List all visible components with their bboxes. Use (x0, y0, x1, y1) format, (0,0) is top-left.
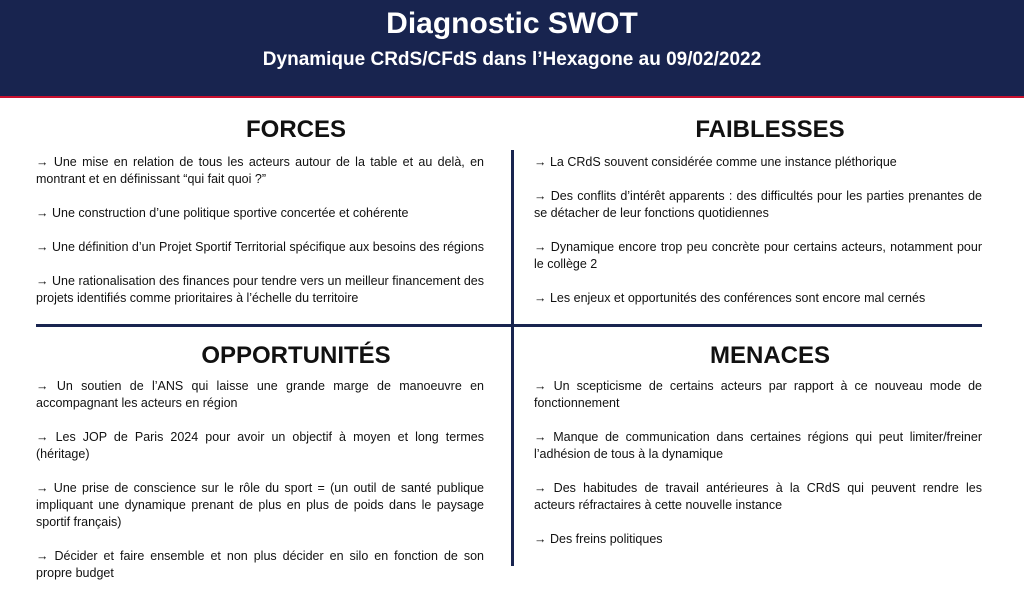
menaces-item: → Un scepticisme de certains acteurs par rapport à ce nouveau mode de fonctionnement (534, 378, 982, 412)
menaces-title: MENACES (709, 342, 830, 369)
faiblesses-item: → Dynamique encore trop peu concrète pour certains acteurs, notamment pour le collège 2 (534, 239, 982, 273)
forces-title: FORCES (245, 116, 346, 143)
forces-item: → Une mise en relation de tous les acteurs autour de la table et au delà, en montrant et en définissant “qui fait quoi ?” (36, 154, 484, 188)
header-accent-line (0, 96, 1024, 98)
menaces-item: → Des habitudes de travail antérieures à la CRdS qui peuvent rendre les acteurs réfractaires à cette nouvelle instance (534, 480, 982, 514)
forces-item: → Une rationalisation des finances pour tendre vers un meilleur financement des projets identifiés comme prioritaires à l’échelle du territoire (36, 273, 484, 307)
forces-item: → Une construction d’une politique sportive concertée et cohérente (36, 205, 484, 222)
menaces-list (534, 378, 982, 565)
faiblesses-title: FAIBLESSES (695, 116, 845, 143)
opportunites-item: → Les JOP de Paris 2024 pour avoir un objectif à moyen et long termes (héritage) (36, 429, 484, 463)
opportunites-list (36, 378, 484, 599)
horizontal-divider (36, 324, 982, 327)
faiblesses-item: → Les enjeux et opportunités des conférences sont encore mal cernés (534, 290, 982, 307)
header-banner (0, 0, 1024, 96)
page-subtitle: Dynamique CRdS/CFdS dans l’Hexagone au 09/02/2022 (262, 49, 762, 70)
faiblesses-item: → Des conflits d’intérêt apparents : des difficultés pour les parties prenantes de se détacher de leur fonctions quotidiennes (534, 188, 982, 222)
forces-list (36, 154, 484, 324)
page-title: Diagnostic SWOT (386, 7, 638, 40)
opportunites-title: OPPORTUNITÉS (201, 342, 391, 369)
menaces-item: → Manque de communication dans certaines régions qui peut limiter/freiner l’adhésion de tous à la dynamique (534, 429, 982, 463)
faiblesses-list (534, 154, 982, 324)
forces-item: → Une définition d’un Projet Sportif Territorial spécifique aux besoins des régions (36, 239, 484, 256)
faiblesses-item: → La CRdS souvent considérée comme une instance pléthorique (534, 154, 982, 171)
menaces-item: → Des freins politiques (534, 531, 982, 548)
opportunites-item: → Une prise de conscience sur le rôle du sport = (un outil de santé publique impliquant une dynamique prenant de plus en plus de poids dans le paysage sportif français) (36, 480, 484, 531)
opportunites-item: → Un soutien de l’ANS qui laisse une grande marge de manoeuvre en accompagnant les acteurs en région (36, 378, 484, 412)
opportunites-item: → Décider et faire ensemble et non plus décider en silo en fonction de son propre budget (36, 548, 484, 582)
